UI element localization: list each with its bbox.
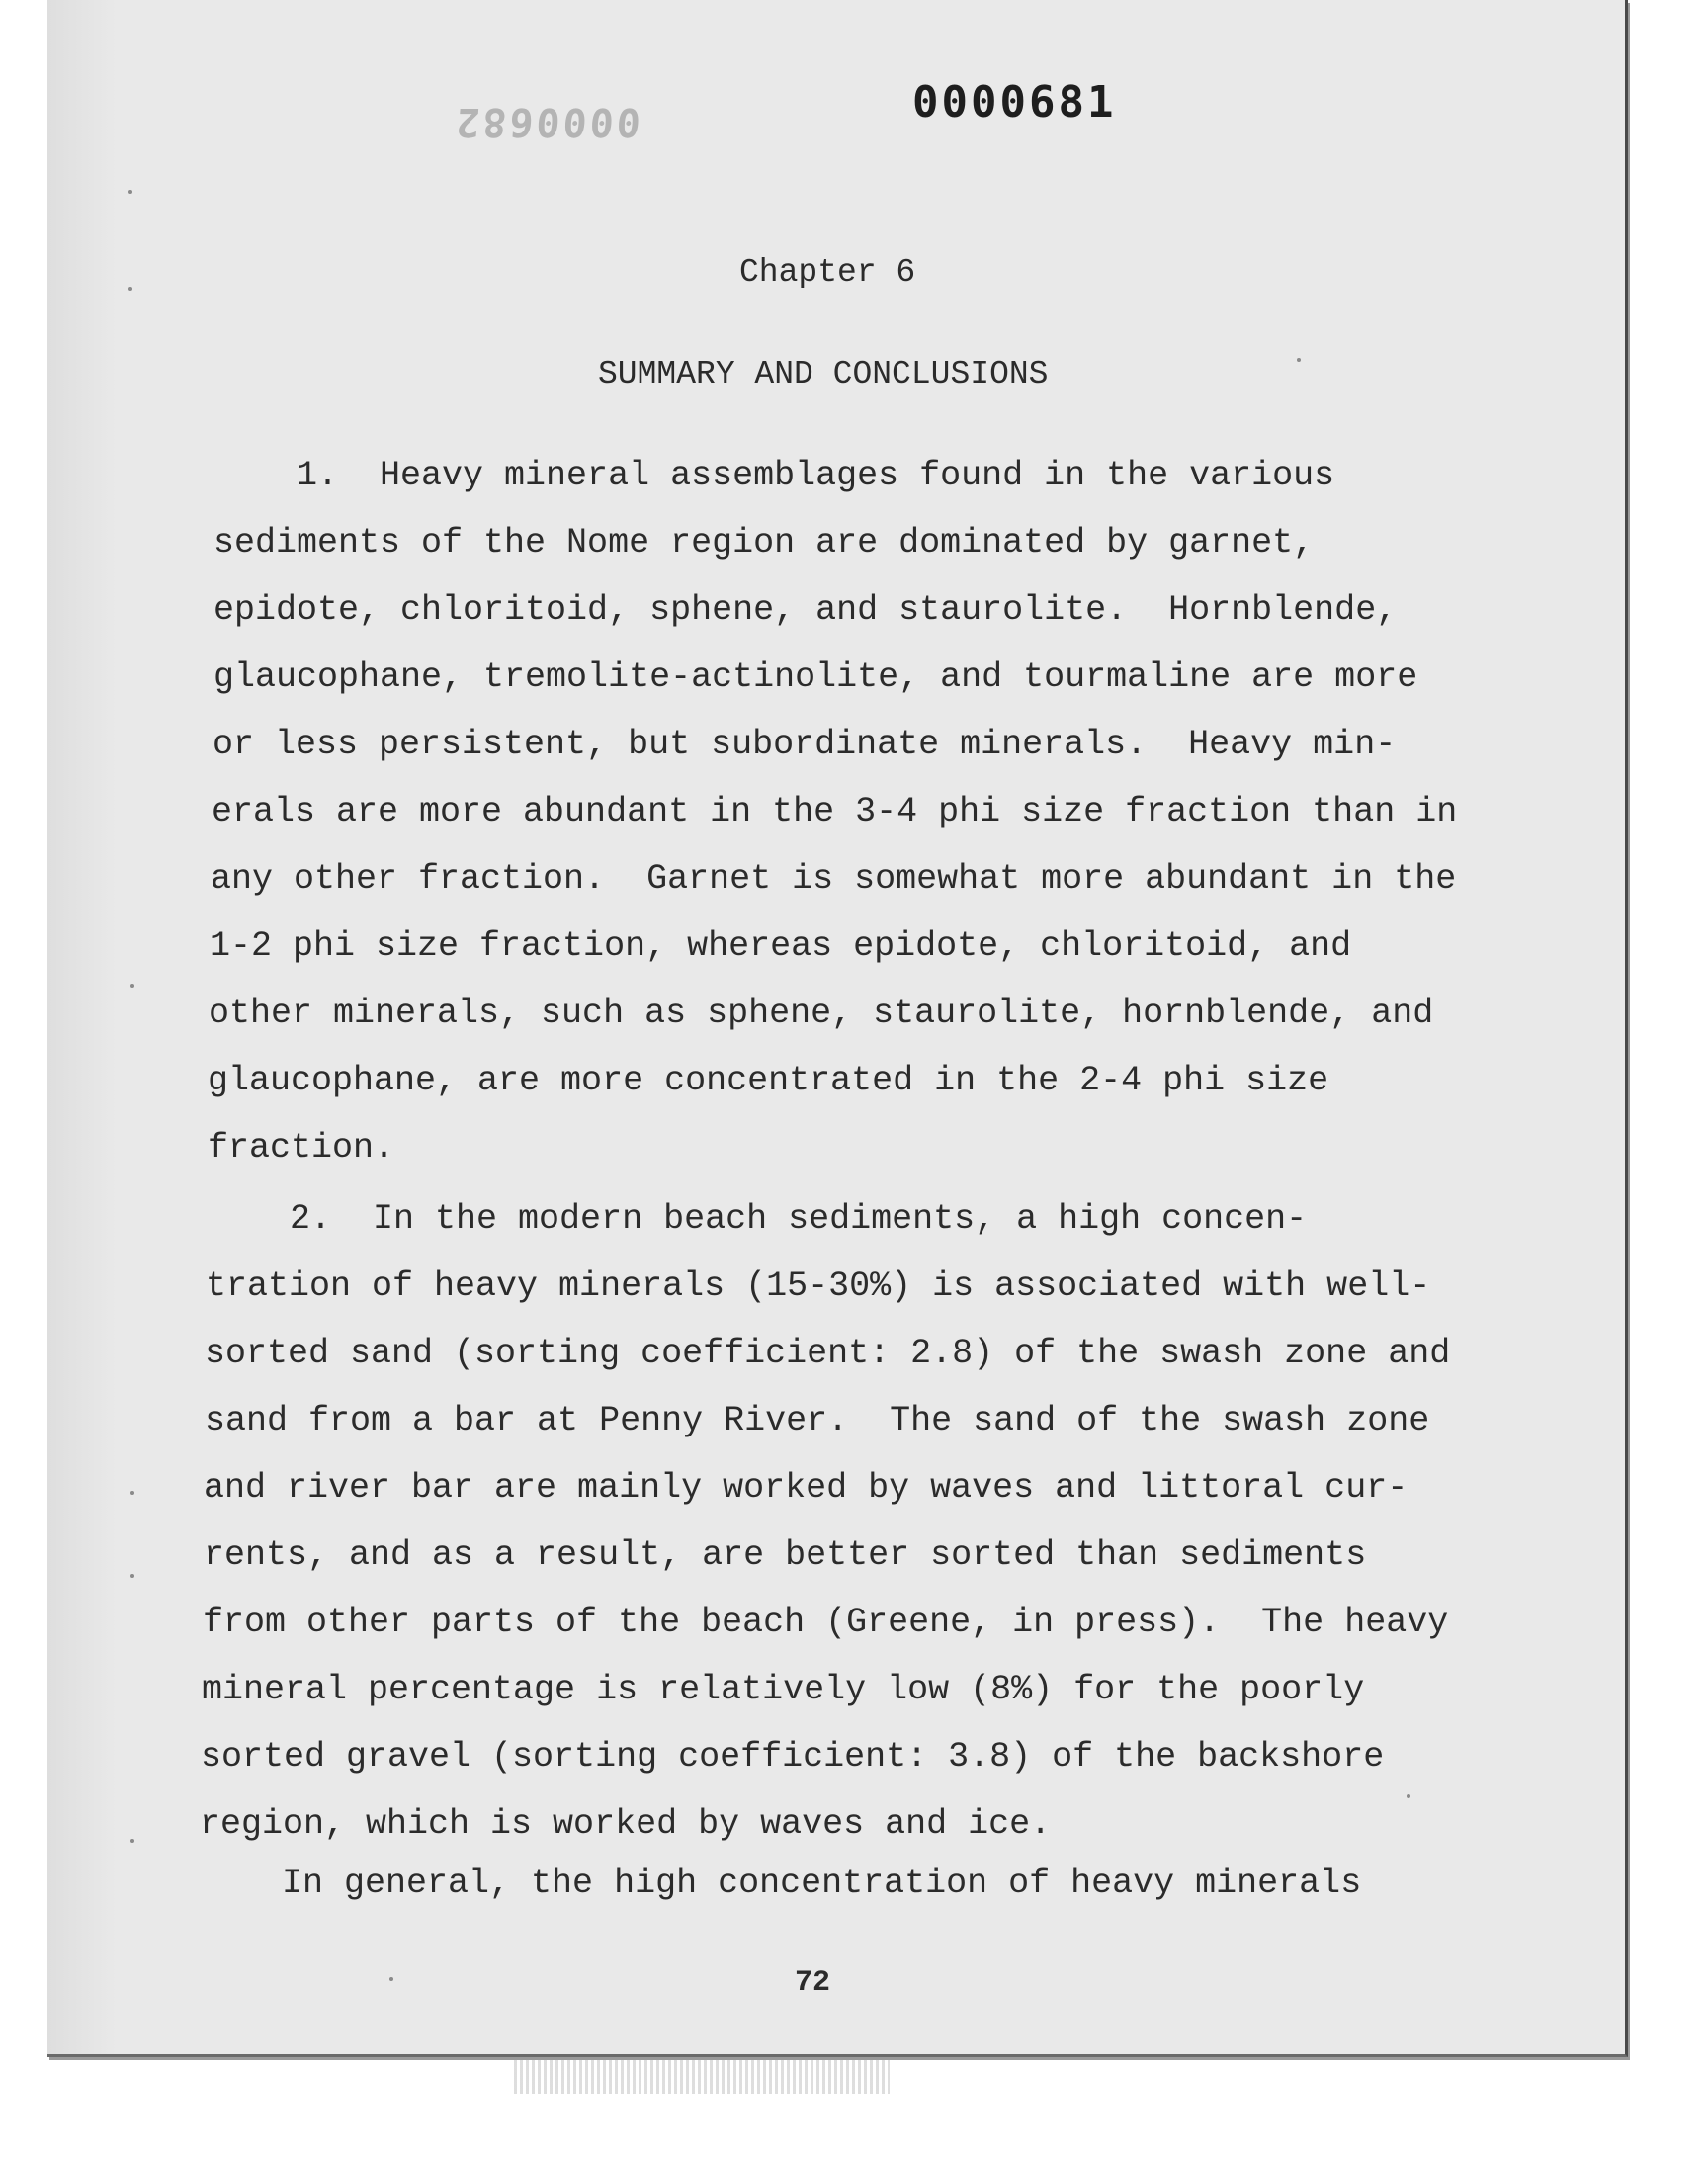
body-line-17: rents, and as a result, are better sorted than sediments [204, 1535, 1367, 1575]
body-line-14: sorted sand (sorting coefficient: 2.8) of the swash zone and [205, 1334, 1451, 1373]
body-line-4: glaucophane, tremolite-actinolite, and tourmaline are more [214, 657, 1418, 697]
body-line-5: or less persistent, but subordinate minerals. Heavy min- [213, 725, 1397, 764]
body-line-22: In general, the high concentration of heavy minerals [199, 1864, 1362, 1903]
scan-bottom-strip [514, 2058, 890, 2094]
chapter-title: SUMMARY AND CONCLUSIONS [598, 356, 1049, 392]
body-line-10: glaucophane, are more concentrated in the 2-4 phi size [208, 1061, 1329, 1100]
body-line-7: any other fraction. Garnet is somewhat more abundant in the [211, 859, 1457, 899]
scan-speck [1407, 1794, 1410, 1798]
page-binder-edge [47, 0, 117, 2054]
body-line-19: mineral percentage is relatively low (8%) for the poorly [202, 1670, 1365, 1709]
body-line-9: other minerals, such as sphene, staurolite, hornblende, and [209, 994, 1434, 1033]
body-line-1: 1. Heavy mineral assemblages found in the various [214, 456, 1335, 495]
page-number: 72 [795, 1966, 831, 2000]
scan-speck [130, 1839, 134, 1843]
scan-speck [130, 1491, 134, 1495]
body-line-8: 1-2 phi size fraction, whereas epidote, chloritoid, and [210, 926, 1352, 966]
body-line-2: sediments of the Nome region are dominated by garnet, [214, 523, 1315, 563]
body-line-20: sorted gravel (sorting coefficient: 3.8) of the backshore [201, 1737, 1385, 1777]
scan-speck [1297, 358, 1301, 362]
body-line-11: fraction. [208, 1128, 395, 1168]
body-line-12: 2. In the modern beach sediments, a high concen- [207, 1199, 1308, 1239]
body-line-18: from other parts of the beach (Greene, in press). The heavy [203, 1603, 1449, 1642]
stamp-number: 0000681 [912, 77, 1117, 128]
scan-speck [128, 190, 132, 194]
faded-stamp-number: 0000682 [451, 99, 642, 144]
body-line-3: epidote, chloritoid, sphene, and staurolite. Hornblende, [214, 590, 1398, 630]
body-line-13: tration of heavy minerals (15-30%) is associated with well- [206, 1266, 1431, 1306]
body-line-15: sand from a bar at Penny River. The sand of the swash zone [205, 1401, 1430, 1440]
chapter-label: Chapter 6 [739, 254, 916, 291]
scan-speck [389, 1977, 393, 1981]
document-page [47, 0, 1628, 2057]
scan-speck [128, 287, 132, 291]
scan-speck [130, 1574, 134, 1578]
body-line-16: and river bar are mainly worked by waves and littoral cur- [204, 1468, 1409, 1508]
body-line-21: region, which is worked by waves and ice. [200, 1804, 1052, 1844]
body-line-6: erals are more abundant in the 3-4 phi size fraction than in [212, 792, 1458, 831]
scan-speck [130, 984, 134, 988]
